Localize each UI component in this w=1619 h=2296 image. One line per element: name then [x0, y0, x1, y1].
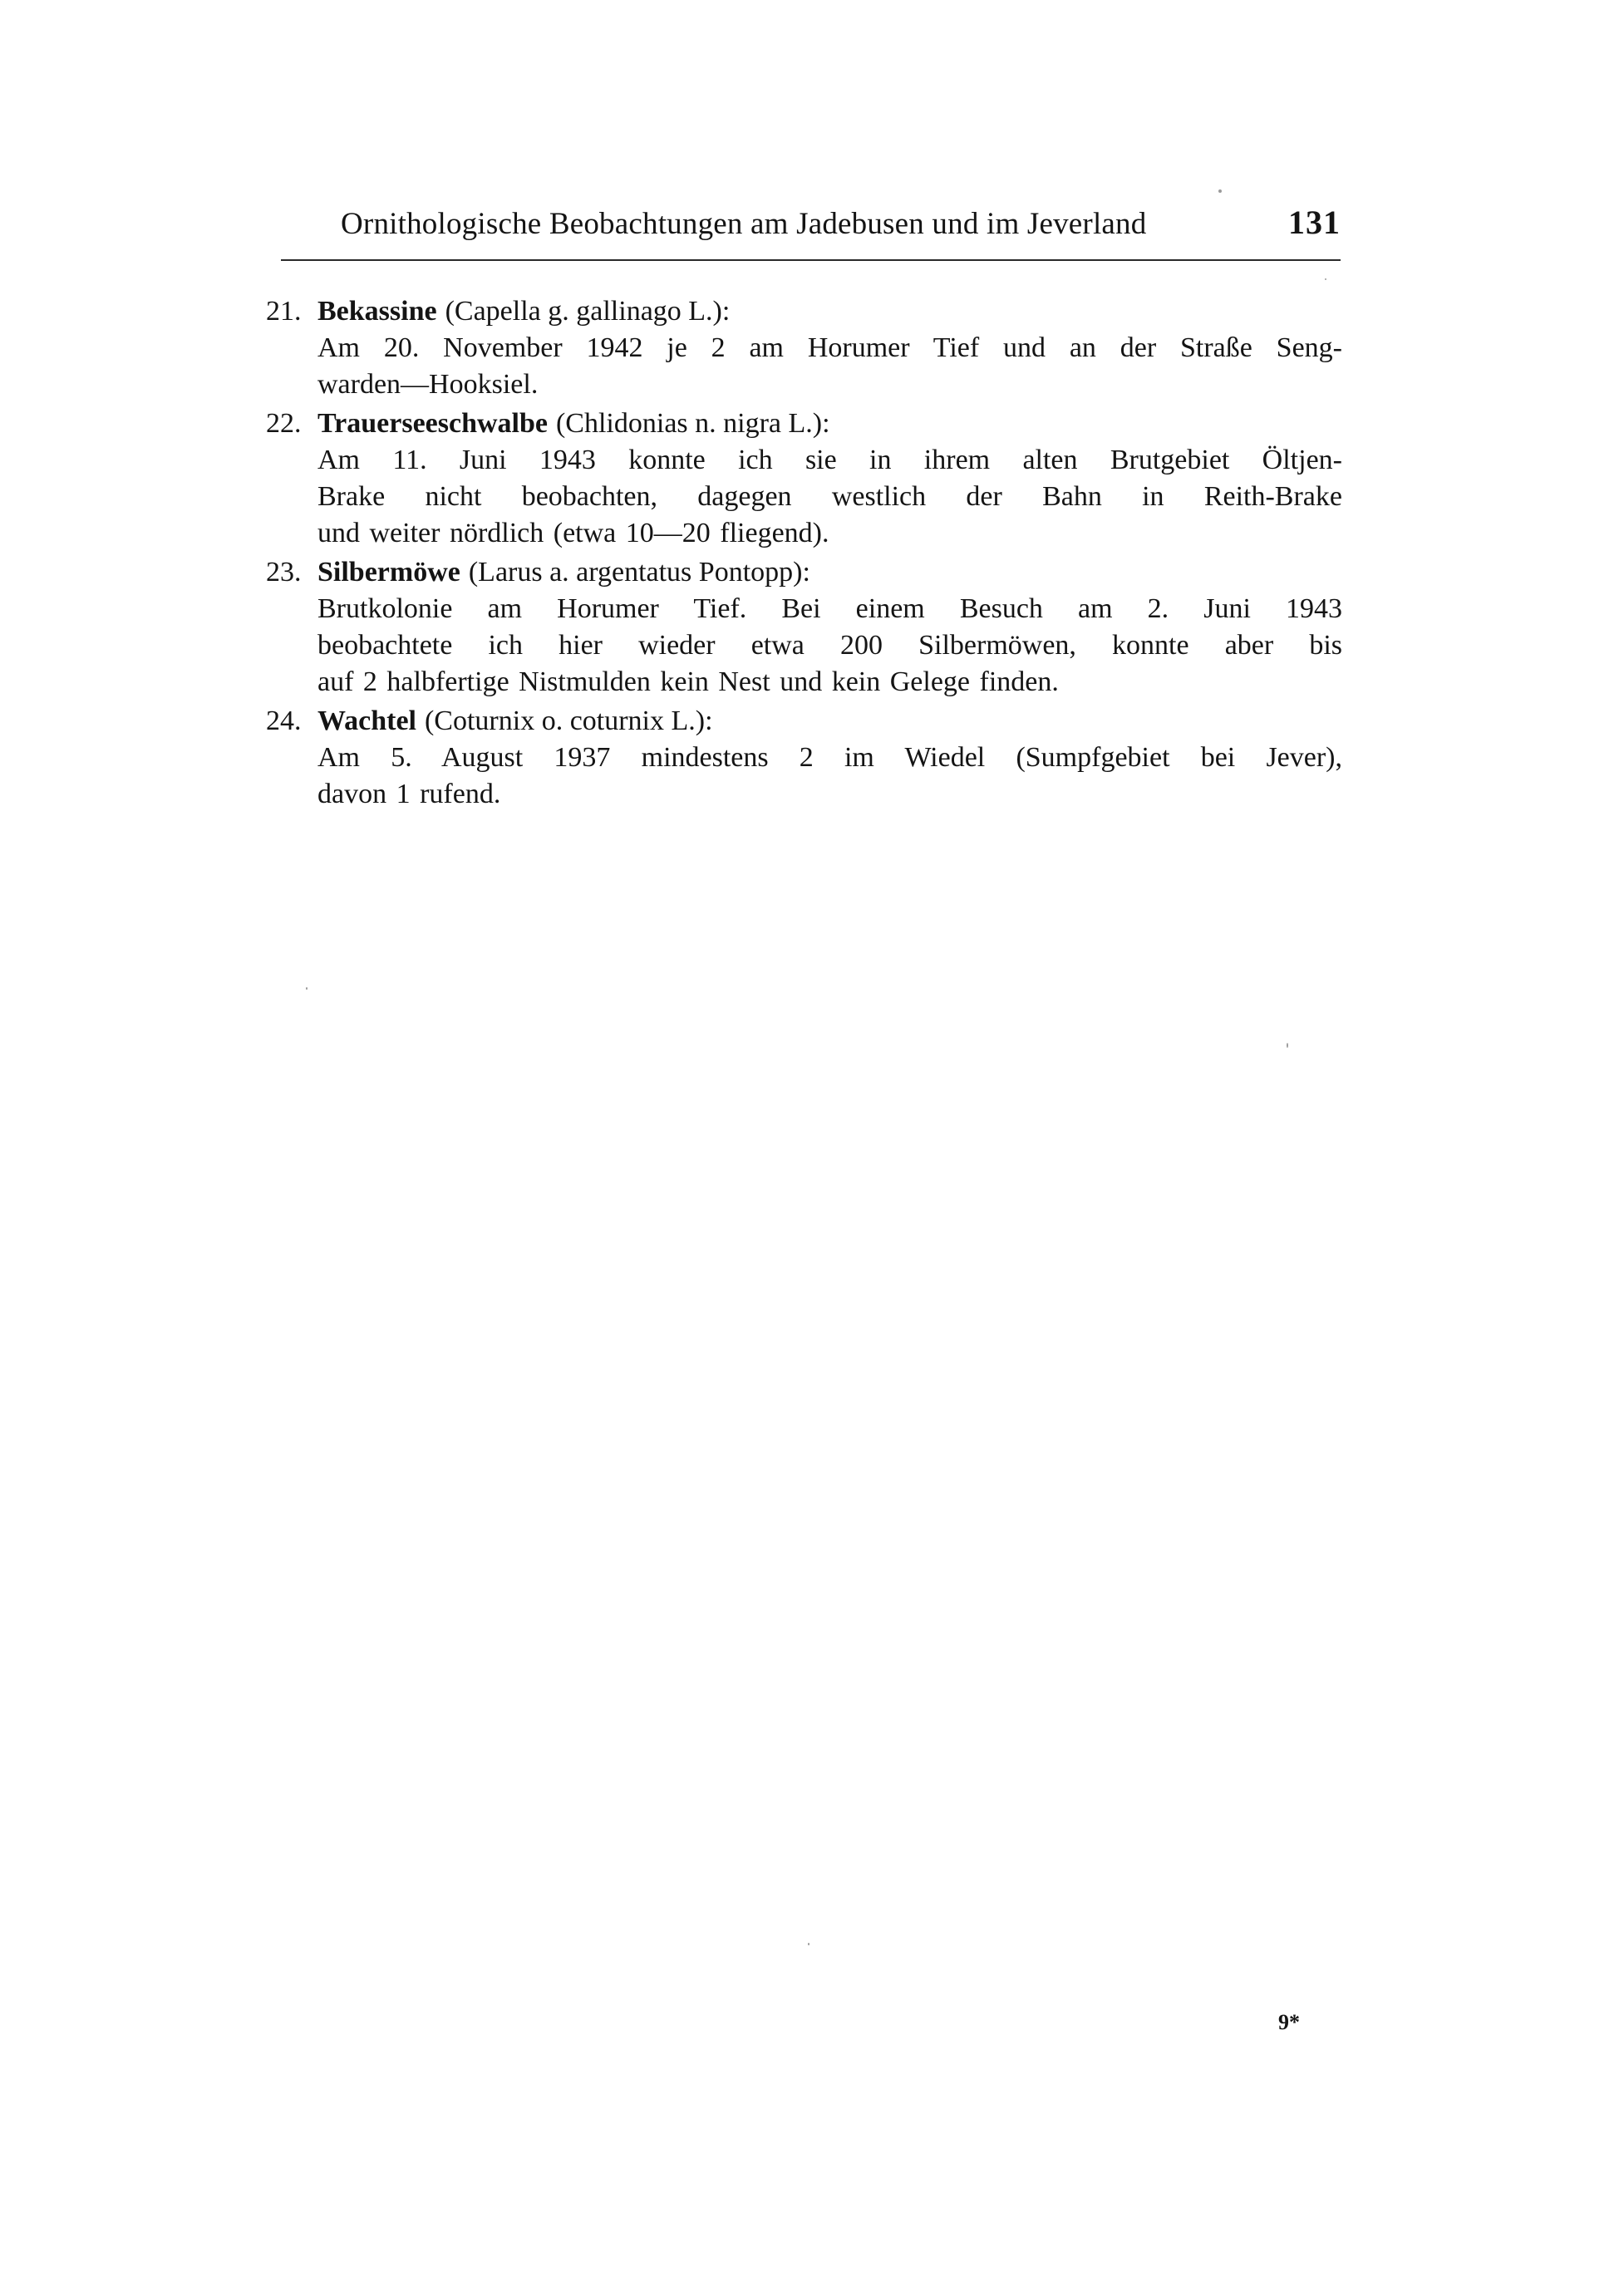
entry-heading: [317, 703, 713, 740]
running-title: Ornithologische Beobachtungen am Jadebusen und im Jeverland: [341, 207, 1147, 241]
species-entry: [266, 406, 1342, 552]
text-line: Brutkolonie am Horumer Tief. Bei einem Besuch am 2. Juni 1943: [317, 593, 1342, 624]
entry-heading-line: [266, 293, 1342, 330]
scan-speck: [1287, 1043, 1288, 1048]
entry-text: [317, 442, 1342, 552]
text-line: Am 5. August 1937 mindestens 2 im Wiedel (Sumpfgebiet bei Jever),: [317, 742, 1342, 773]
text-line: Brake nicht beobachten, dagegen westlich der Bahn in Reith-Brake: [317, 481, 1342, 512]
species-entry: [266, 703, 1342, 813]
text-line: Am 20. November 1942 je 2 am Horumer Tief und an der Straße Seng-: [317, 332, 1342, 363]
entry-text: [317, 740, 1342, 813]
scan-speck: [306, 987, 308, 990]
entry-text: [317, 330, 1342, 403]
entry-heading-line: [266, 406, 1342, 442]
text-line: Am 11. Juni 1943 konnte ich sie in ihrem alten Brutgebiet Öltjen-: [317, 445, 1342, 475]
scan-speck: [808, 1943, 810, 1945]
text-line: auf 2 halbfertige Nistmulden kein Nest und kein Gelege finden.: [317, 666, 1059, 697]
entry-text: [317, 591, 1342, 701]
header-rule: [281, 259, 1341, 261]
entry-number: 21.: [266, 296, 302, 327]
running-header: [281, 201, 1341, 251]
entry-heading: [317, 406, 830, 442]
scientific-name: (Capella g. gallinago L.):: [445, 296, 731, 327]
species-list: [266, 293, 1342, 815]
scan-speck: [1218, 189, 1222, 193]
text-line: davon 1 rufend.: [317, 779, 501, 809]
text-line: und weiter nördlich (etwa 10—20 fliegend).: [317, 518, 829, 548]
entry-heading-line: [266, 703, 1342, 740]
text-line: warden—Hooksiel.: [317, 369, 539, 400]
scientific-name: (Larus a. argentatus Pontopp):: [468, 557, 810, 588]
page-number: 131: [1288, 204, 1341, 241]
entry-heading: [317, 293, 730, 330]
species-name: Trauerseeschwalbe: [317, 408, 548, 439]
species-name: Bekassine: [317, 296, 437, 327]
entry-number: 24.: [266, 706, 302, 736]
entry-number: 22.: [266, 408, 302, 439]
species-name: Silbermöwe: [317, 557, 460, 588]
scientific-name: (Chlidonias n. nigra L.):: [555, 408, 830, 439]
species-entry: [266, 554, 1342, 701]
scan-speck: [1325, 278, 1326, 280]
entry-number: 23.: [266, 557, 302, 588]
entry-heading: [317, 554, 810, 591]
printer-signature-mark: 9*: [1278, 2010, 1300, 2034]
species-name: Wachtel: [317, 706, 416, 736]
species-entry: [266, 293, 1342, 403]
scientific-name: (Coturnix o. coturnix L.):: [424, 706, 713, 736]
entry-heading-line: [266, 554, 1342, 591]
text-line: beobachtete ich hier wieder etwa 200 Silbermöwen, konnte aber bis: [317, 630, 1342, 661]
